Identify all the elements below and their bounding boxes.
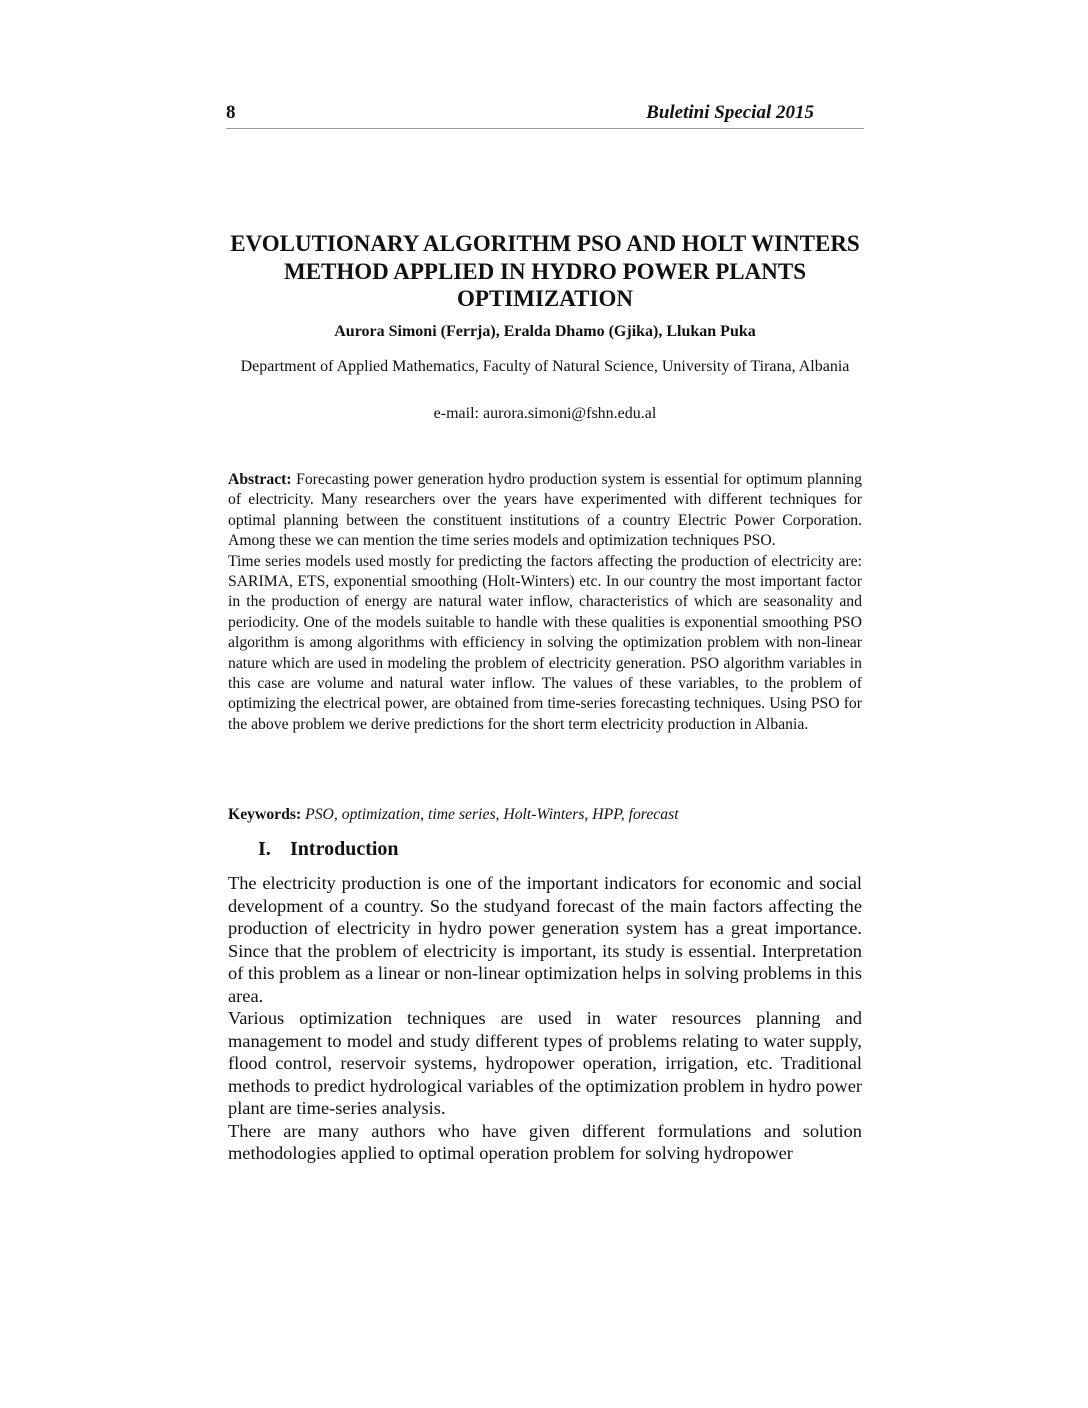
abstract-paragraph-1 <box>228 470 862 552</box>
section-heading-introduction <box>258 838 399 861</box>
paper-title: EVOLUTIONARY ALGORITHM PSO AND HOLT WINTERS METHOD APPLIED IN HYDRO POWER PLANTS OPTIMIZATION <box>230 231 860 311</box>
intro-paragraph-1: The electricity production is one of the important indicators for economic and social development of a country. So the studyand forecast of the main factors affecting the production of electricity in hydro power generation system has a great importance. Since that the problem of electricity is important, its study is essential. Interpretation of this problem as a linear or non-linear optimization helps in solving problems in this area. <box>228 873 862 1006</box>
abstract-paragraph-2: Time series models used mostly for predicting the factors affecting the production of electricity are: SARIMA, ETS, exponential smoothing (Holt-Winters) etc. In our country the most important factor in the production of energy are natural water inflow, characteristics of which are seasonality and periodicity. One of the models suitable to handle with these qualities is exponential smoothing PSO algorithm is among algorithms with efficiency in solving the optimization problem with non-linear nature which are used in modeling the problem of electricity generation. PSO algorithm variables in this case are volume and natural water inflow. The values of these variables, to the problem of optimizing the electrical power, are obtained from time-series forecasting techniques. Using PSO for the above problem we derive predictions for the short term electricity production in Albania. <box>228 552 862 733</box>
keywords-label: Keywords: <box>228 806 302 823</box>
author-email: e-mail: aurora.simoni@fshn.edu.al <box>433 405 657 422</box>
section-number: I. <box>258 838 271 860</box>
abstract-label: Abstract: <box>228 471 292 488</box>
keywords-list: PSO, optimization, time series, Holt-Winters, HPP, forecast <box>305 806 679 823</box>
keywords-line <box>228 806 862 824</box>
author-affiliation: Department of Applied Mathematics, Faculty of Natural Science, University of Tirana, Albania <box>240 358 850 375</box>
intro-paragraph-2: Various optimization techniques are used in water resources planning and management to model and study different types of problems relating to water supply, flood control, reservoir systems, hydropower operation, irrigation, etc. Traditional methods to predict hydrological variables of the optimization problem in hydro power plant are time-series analysis. <box>228 1008 862 1118</box>
introduction-body <box>228 872 862 1165</box>
journal-name: Buletini Special 2015 <box>646 102 814 123</box>
running-header <box>226 102 864 129</box>
intro-paragraph-3: There are many authors who have given different formulations and solution methodologies applied to optimal operation problem for solving hydropower <box>228 1120 862 1163</box>
abstract-text-1: Forecasting power generation hydro production system is essential for optimum planning of electricity. Many researchers over the years have experimented with different techniques for optimal planning between the constituent institutions of a country Electric Power Corporation. Among these we can mention the time series models and optimization techniques PSO. <box>228 471 862 550</box>
abstract-section <box>228 470 862 735</box>
paper-authors: Aurora Simoni (Ferrja), Eralda Dhamo (Gjika), Llukan Puka <box>334 323 756 340</box>
section-title: Introduction <box>290 838 399 860</box>
page-number: 8 <box>226 102 236 123</box>
